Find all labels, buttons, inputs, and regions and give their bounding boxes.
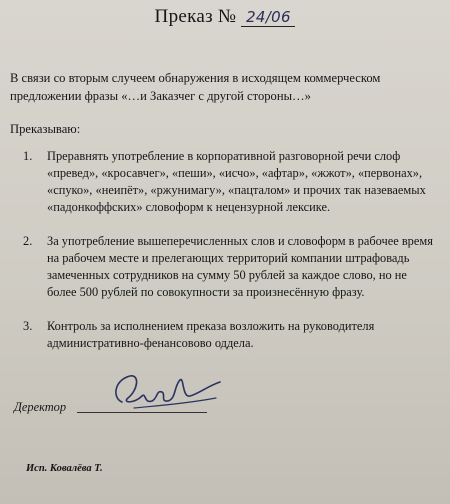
decree-item bbox=[23, 233, 433, 301]
item-number: 2. bbox=[23, 234, 33, 248]
item-number: 3. bbox=[23, 319, 33, 333]
decree-item bbox=[23, 318, 433, 352]
decree-item bbox=[23, 148, 433, 216]
signature-block bbox=[14, 400, 434, 430]
item-text: Преравнять употребление в корпоративной разговорной речи слоф «превед», «кросавчег», «пеши», «исчо», «афтар», «жжот», «первонах», «спуко», «неипёт», «ржунимагу», «пацталом» и прочих так назеваемых «падонкоффских» словоформ к нецензурной лексике. bbox=[47, 149, 426, 214]
executor-note: Исп. Ковалёва Т. bbox=[26, 463, 103, 474]
intro-paragraph: В связи со вторым случеем обнаружения в исходящем коммерческом предложении фразы «…и Заказчег с другой стороны…» bbox=[10, 71, 381, 103]
item-text: Контроль за исполнением преказа возложить на руководителя административно-фенансовово оддела. bbox=[47, 319, 375, 350]
decree-items-list bbox=[23, 148, 433, 369]
document-title bbox=[0, 6, 450, 28]
item-text: За употребление вышеперечисленных слов и словоформ в рабочее время на рабочем месте и прелегающих территорий компании штрафовадь замеченных сотрудников на сумму 50 рублей за каждое слово, но не более 500 рублей по совокупности за произнесённую фразу. bbox=[47, 234, 433, 299]
decree-heading: Преказываю: bbox=[10, 122, 81, 136]
order-number: 24/06 bbox=[241, 8, 295, 27]
signature-label: Деректор bbox=[14, 400, 67, 414]
title-prefix: Преказ № bbox=[154, 6, 237, 27]
handwritten-signature bbox=[104, 368, 224, 420]
item-number: 1. bbox=[23, 149, 33, 163]
